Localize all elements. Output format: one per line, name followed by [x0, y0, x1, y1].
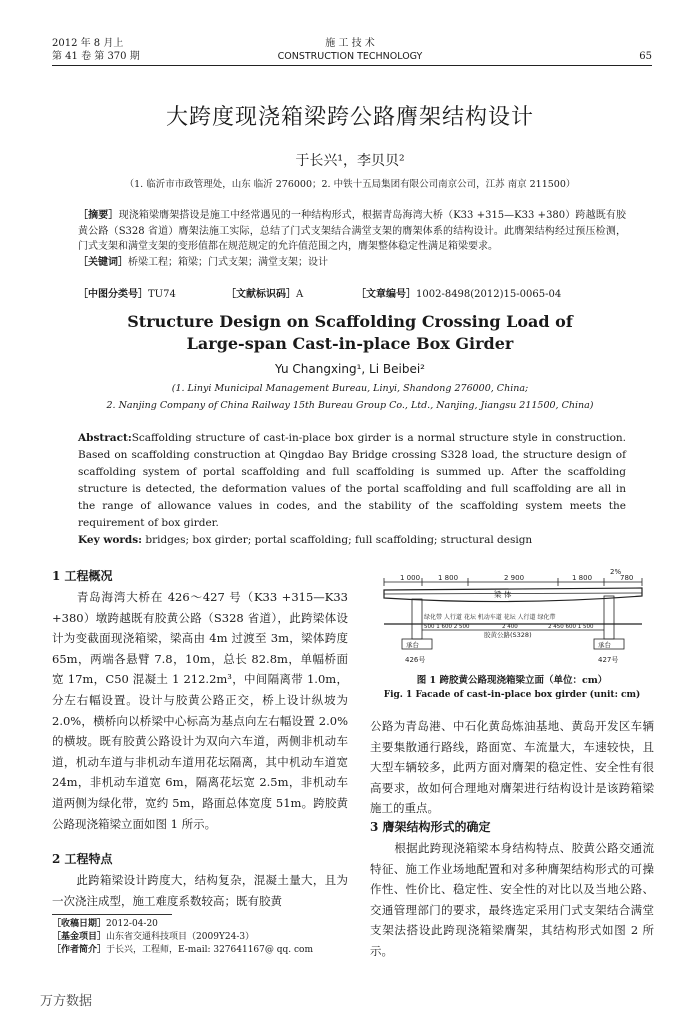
fig1-lower-right: 2 450 600 1 500	[548, 624, 594, 630]
paper-title-en-line1: Structure Design on Scaffolding Crossing Load of	[127, 312, 573, 331]
affiliation-cn: （1. 临沂市市政管理处，山东 临沂 276000；2. 中铁十五局集团有限公司南京公司，江苏 南京 211500）	[124, 179, 576, 190]
authors-en: Yu Changxing¹, Li Beibei²	[275, 362, 425, 376]
right-paragraph-1: 公路为青岛港、中石化黄岛炼油基地、黄岛开发区车辆主要集散通行路线，路面宽、车流量大，车速较快，且大型车辆较多，此两方面对膺架的稳定性、安全性有很高要求，故如何合理地对膺架进行结构设计是该跨箱梁施工的重点。	[370, 719, 654, 816]
section-3-heading: 3 膺架结构形式的确定	[370, 820, 491, 834]
article-number: ［文章编号］1002-8498(2012)15-0065-04	[356, 289, 562, 300]
page-number: 65	[639, 51, 652, 62]
header-date: 2012 年 8 月上	[52, 38, 124, 49]
fig1-dim: 1 000	[400, 574, 421, 582]
section-1-body: 青岛海湾大桥在 426～427 号（K33 +315—K33 +380）墩跨越既有胶黄公路（S328 省道），此跨梁体设计为变截面现浇箱梁，梁高由 4m 过渡至 3m，梁体跨度 65m，两端各悬臂 7.8，10m，总长 82.8m，单幅桥面宽 17m，C50 混凝土 1 212.2m³，中间隔离带 1.0m，分左右幅设置。设计与胶黄公路正交，桥上设计纵坡为 2.0%，横桥向以桥梁中心标高为基点向左右幅设置 2.0% 的横坡。既有胶黄公路设计为双向六车道，两侧非机动车道，机动车道与非机动车道用花坛隔离，其中机动车道宽 24m，非机动车道宽 6m，隔离花坛宽 2.5m，非机动车道两侧为绿化带，宽约 5m，路面总体宽度 51m。跨胶黄公路现浇箱梁立面如图 1 所示。	[52, 590, 352, 831]
paper-title-cn: 大跨度现浇箱梁跨公路膺架结构设计	[165, 105, 534, 130]
section-2-heading: 2 工程特点	[52, 852, 113, 866]
section-1-heading: 1 工程概况	[52, 569, 113, 583]
fig1-pier-right: 427号	[598, 656, 619, 664]
doc-code: ［文献标识码］A	[226, 289, 304, 300]
header-rule	[52, 65, 652, 66]
fig1-road-name: 胶黄公路(S328)	[484, 631, 532, 639]
affiliation-en-1: (1. Linyi Municipal Management Bureau, Linyi, Shandong 276000, China;	[171, 383, 529, 394]
affiliation-en-2: 2. Nanjing Company of China Railway 15th Bureau Group Co., Ltd., Nanjing, Jiangsu 211500, China)	[106, 400, 594, 411]
abstract-en: Abstract:Scaffolding structure of cast-in-place box girder is a normal structure style in construction. Based on scaffolding construction at Qingdao Bay Bridge crossing S328 load, the structure design of scaffolding system of portal scaffolding and full scaffolding is summed up. After the scaffolding structure is detected, the deformation values of the portal scaffolding and full scaffolding are all in the range of allowance values in codes, and the stability of the scaffolding system meets the requirement of box girder. Key words: bridges; box girder; portal scaffolding; full scaffolding; structural design	[78, 432, 626, 546]
footnote-rule	[52, 914, 172, 915]
header-journal-en: CONSTRUCTION TECHNOLOGY	[277, 51, 423, 62]
figure-1-caption-cn: 图 1 跨胶黄公路现浇箱梁立面（单位：cm）	[416, 675, 608, 686]
header-journal-cn: 施 工 技 术	[325, 38, 375, 49]
paper-title-en-line2: Large-span Cast-in-place Box Girder	[186, 334, 514, 353]
fig1-dim: 780	[620, 574, 634, 582]
fig1-slope: 2%	[610, 568, 622, 576]
watermark: 万方数据	[40, 994, 93, 1009]
fig1-dim: 1 800	[572, 574, 593, 582]
fig1-dim: 2 900	[504, 574, 525, 582]
fig1-dim: 1 800	[438, 574, 459, 582]
figure-1-caption-en: Fig. 1 Facade of cast-in-place box girder (unit: cm)	[383, 690, 641, 700]
clc-number: ［中图分类号］TU74	[78, 289, 176, 300]
section-2-body: 此跨箱梁设计跨度大，结构复杂，混凝土量大，且为一次浇注成型，施工难度系数较高；既有胶黄	[52, 873, 348, 908]
fig1-lower-mid: 2 400	[502, 624, 518, 630]
fig1-pier-left: 426号	[405, 656, 426, 664]
header-volume: 第 41 卷 第 370 期	[52, 51, 140, 62]
fig1-road-labels: 绿化带 人行道 花坛 机动车道 花坛 人行道 绿化带	[424, 614, 556, 621]
fig1-cap-right: 承台	[598, 641, 611, 649]
abstract-cn: ［摘要］现浇箱梁膺架搭设是施工中经常遇见的一种结构形式，根据青岛海湾大桥（K33 +315—K33 +380）跨越既有胶黄公路（S328 省道）膺架法施工实际，总结了门式支架结合满堂支架的膺架体系的结构设计。此膺架结构经过预压检测，门式支架和满堂支架的变形值都在规范规定的允许值范围之内，膺架整体稳定性满足箱梁要求。 ［关键词］桥梁工程；箱梁；门式支架；满堂支架；设计	[78, 210, 626, 268]
right-paragraph-2: 根据此跨现浇箱梁本身结构特点、胶黄公路交通流特征、施工作业场地配置和对多种膺架结构形式的可操作性、性价比、稳定性、安全性的对比以及当地公路、交通管理部门的要求，最终选定采用门式支架结合满堂支架法搭设此跨现浇箱梁膺架，其结构形式如图 2 所示。	[370, 841, 654, 958]
fig1-cap-left: 承台	[406, 641, 419, 649]
fig1-beam-label: 梁 体	[494, 590, 512, 599]
footnotes: ［收稿日期］2012-04-20 ［基金项目］山东省交通科技项目（2009Y24-3） ［作者简介］于长兴，工程师，E-mail: 327641167@ qq. com	[52, 919, 313, 955]
fig1-lower-dims: 500 1 600 2 500	[424, 624, 470, 630]
authors-cn: 于长兴¹，李贝贝²	[295, 153, 405, 169]
